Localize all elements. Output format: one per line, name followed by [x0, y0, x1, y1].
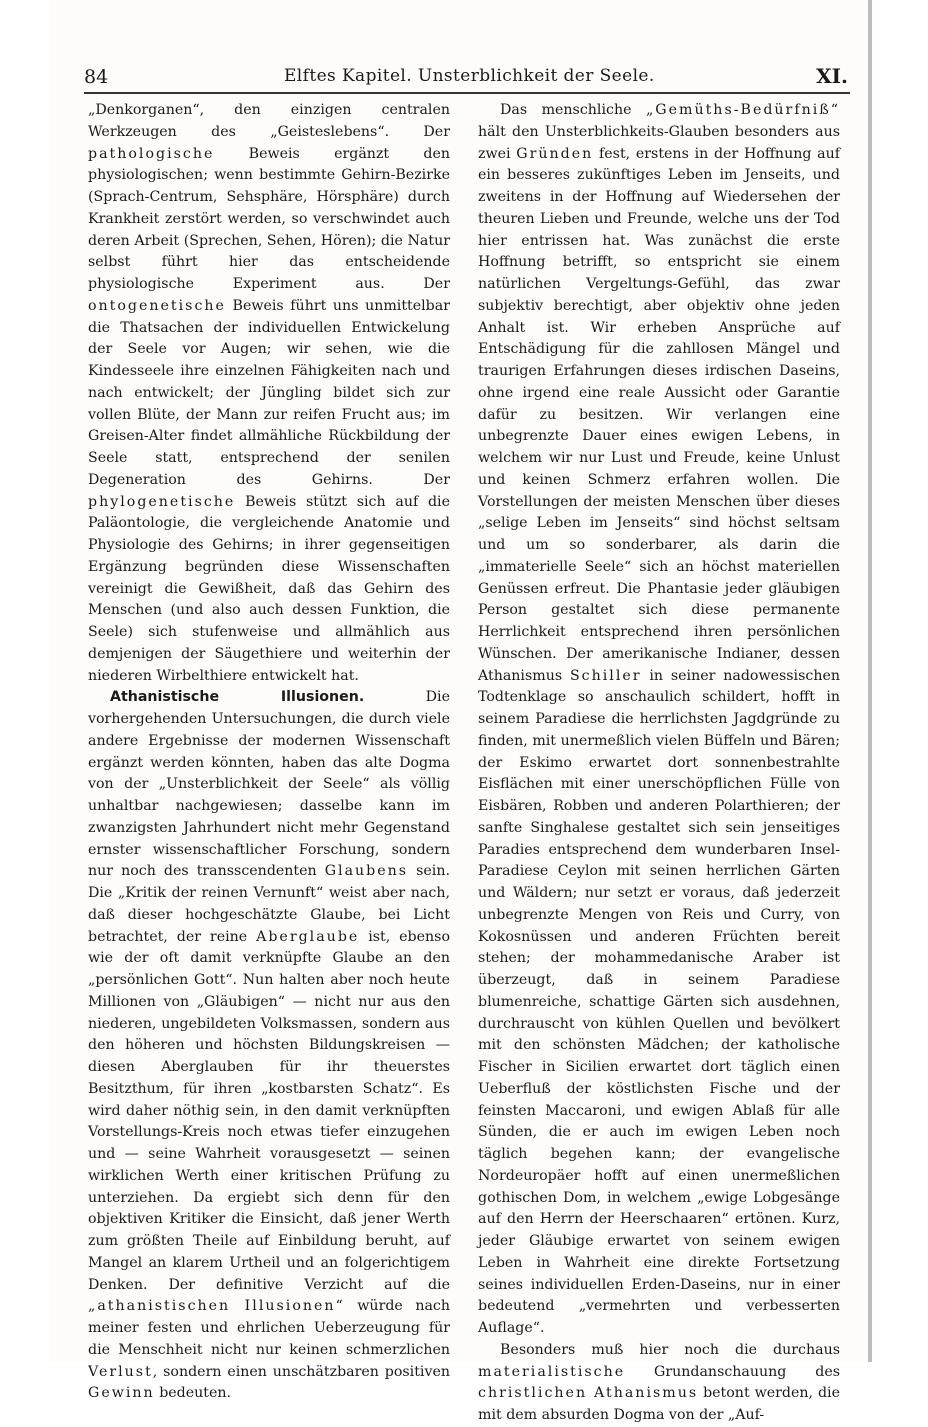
text-run: Das menschliche	[500, 102, 646, 118]
paragraph-gemuethsbeduerfniss	[478, 100, 840, 1340]
chapter-number: XI.	[816, 64, 848, 88]
emphasis-aberglaube: Aberglaube	[256, 928, 360, 945]
text-run: hält den Unsterblichkeits-Glauben besonders aus zwei	[478, 123, 840, 162]
paragraph-illusions	[88, 687, 450, 1405]
paragraph-evidence	[88, 100, 450, 687]
emphasis-athanistische-illusionen: „athanistischen Illusionen“	[88, 1298, 345, 1315]
text-run: betont werden, die mit dem absurden Dogma von der „Auf-	[478, 1385, 840, 1423]
header-rule	[84, 92, 850, 94]
emphasis-gemueths-beduerfniss: „Gemüths-Bedürfniß“	[645, 102, 840, 118]
text-run: Beweis stützt sich auf die Paläontologie, die vergleichende Anatomie und Physiologie des Gehirns; in ihrer gegenseitigen Ergänzung begründen diese Wissenschaften vereinigt die Gewißheit, daß das Gehirn des Menschen (und also auch dessen Funktion, die Seele) sich stufenweise und allmählich aus demjenigen der Säugethiere und weiterhin der niederen Wirbelthiere entwickelt hat.	[88, 493, 450, 684]
text-run: Beweis ergänzt den physiologischen; wenn bestimmte Gehirn-Bezirke (Sprach-Centrum, Sehsphäre, Hörsphäre) durch Krankheit zerstört werden, so verschwindet auch deren Arbeit (Sprechen, Sehen, Hören); die Natur selbst führt hier das entscheidende physiologische Experiment aus. Der	[88, 145, 450, 292]
scan-edge	[868, 0, 872, 1362]
text-run: Beweis führt uns unmittelbar die Thatsachen der individuellen Entwickelung der Seele vor Augen; wir sehen, wie die Kindesseele ihre einzelnen Fähigkeiten nach und nach entwickelt; der Jüngling bildet sich zur vollen Blüte, der Mann zur reifen Frucht aus; im Greisen-Alter findet allmähliche Rückbildung der Seele statt, entsprechend der senilen Degeneration des Gehirns. Der	[88, 297, 450, 488]
text-run: in seiner nadowessischen Todtenklage so anschaulich schildert, hofft in seinem Paradiese die herrlichsten Jagdgründe zu finden, mit unermeßlich vielen Büffeln und Bären; der Eskimo erwartet dort sonnenbestrahlte Eisflächen mit einer unerschöpflichen Fülle von Eisbären, Robben und anderen Polarthieren; der sanfte Singhalese gestaltet sich sein jenseitiges Paradies entsprechend dem wunderbaren Insel-Paradiese Ceylon mit seinen herrlichen Gärten und Wäldern; nur setzt er voraus, daß jederzeit unbegrenzte Mengen von Reis und Curry, von Kokosnüssen und anderen Früchten bereit stehen; der mohammedanische Araber ist überzeugt, daß in seinem Paradiese blumenreiche, schattige Gärten sich ausdehnen, durchrauscht von kühlen Quellen und bevölkert mit den schönsten Mädchen; der katholische Fischer in Sicilien erwartet dort täglich einen Ueberfluß der köstlichsten Fische und der feinsten Maccaroni, und ewigen Ablaß für alle Sünden, die er auch im ewigen Leben noch täglich begehen kann; der evangelische Nordeuropäer hofft auf einen unermeßlichen gothischen Dom, in welchem „ewige Lobgesänge auf den Herrn der Heerschaaren“ ertönen. Kurz, jeder Gläubige erwartet von seinem ewigen Leben in Wahrheit eine direkte Fortsetzung seines individuellen Erden-Daseins, nur in einer bedeutend „vermehrten und verbesserten Auflage“.	[478, 667, 840, 1336]
emphasis-christlichen-athanismus: christlichen Athanismus	[478, 1385, 699, 1402]
emphasis-materialistische: materialistische	[478, 1363, 626, 1380]
paragraph-materialism	[478, 1340, 840, 1427]
text-run: Die vorhergehenden Untersuchungen, die durch viele andere Ergebnisse der modernen Wissenschaft ergänzt werden könnten, haben das alte Dogma von der „Unsterblichkeit der Seele“ als völlig unhaltbar nachgewiesen; dasselbe kann im zwanzigsten Jahrhundert nicht mehr Gegenstand ernster wissenschaftlicher Forschung, sondern nur noch des transscendenten	[88, 689, 450, 880]
text-run: Grundanschauung des	[625, 1363, 840, 1380]
left-column	[88, 100, 450, 1405]
page-number: 84	[84, 66, 109, 88]
text-run: fest, erstens in der Hoffnung auf ein besseres zukünftiges Leben im Jenseits, und zweitens in der Hoffnung auf Wiedersehen der theuren Lieben und Freunde, welche uns der Tod hier entrissen hat. Was zunächst die erste Hoffnung betrifft, so entspricht sie einem natürlichen Vergeltungs-Gefühl, das zwar subjektiv berechtigt, aber objektiv ohne jeden Anhalt ist. Wir erheben Ansprüche auf Entschädigung für die zahllosen Mängel und traurigen Erfahrungen dieses irdischen Daseins, ohne irgend eine reale Aussicht oder Garantie dafür zu besitzen. Wir verlangen eine unbegrenzte Dauer eines ewigen Lebens, in welchem wir nur Lust und Freude, keine Unlust und keinen Schmerz erfahren wollen. Die Vorstellungen der meisten Menschen über dieses „selige Leben im Jenseits“ sind höchst seltsam und um so sonderbarer, als darin die „immaterielle Seele“ sich an höchst materiellen Genüssen erfreut. Die Phantasie jeder gläubigen Person gestaltet sich diese permanente Herrlichkeit entsprechend ihren persönlichen Wünschen. Der amerikanische Indianer, dessen Athanismus	[478, 145, 840, 684]
text-run: Besonders muß hier noch die durchaus	[500, 1341, 840, 1358]
emphasis-ontogenetisch: ontogenetische	[88, 297, 226, 314]
emphasis-schiller: Schiller	[569, 667, 642, 684]
emphasis-gruenden: Gründen	[516, 145, 594, 162]
section-heading: Athanistische Illusionen.	[110, 689, 365, 706]
running-title: Elftes Kapitel. Unsterblichkeit der Seele.	[284, 66, 655, 86]
emphasis-gewinn: Gewinn	[88, 1385, 155, 1402]
emphasis-verlust: Verlust	[88, 1363, 153, 1380]
page-header	[84, 60, 848, 96]
text-run: sein. Die „Kritik der reinen Vernunft“ weist aber nach, daß dieser hochgeschätzte Glaube, bei Licht betrachtet, der reine	[88, 863, 450, 945]
emphasis-phylogenetisch: phylogenetische	[88, 493, 236, 510]
text-run: ist, ebenso wie der oft damit verknüpfte Glaube an den „persönlichen Gott“. Nun halten aber noch heute Millionen von „Gläubigen“ — nicht nur aus den niederen, ungebildeten Volksmassen, sondern aus den höheren und höchsten Bildungskreisen — diesen Aberglauben für ihr theuerstes Besitzthum, für ihren „kostbarsten Schatz“. Es wird daher nöthig sein, in den damit verknüpften Vorstellungs-Kreis noch etwas tiefer einzugehen und — seine Wahrheit vorausgesetzt — seinen wirklichen Werth einer kritischen Prüfung zu unterziehen. Da ergiebt sich denn für den objektiven Kritiker die Einsicht, daß jener Werth zum größten Theile auf Einbildung beruht, auf Mangel an klarem Urtheil und an folgerichtigem Denken. Der definitive Verzicht auf die	[88, 928, 450, 1293]
text-run: bedeuten.	[154, 1385, 232, 1402]
text-run: würde nach meiner festen und ehrlichen Ueberzeugung für die Menschheit nicht nur keinen schmerzlichen	[88, 1298, 450, 1358]
text-run: , sondern einen unschätzbaren positiven	[152, 1363, 450, 1380]
emphasis-pathologisch: pathologische	[88, 145, 215, 162]
right-column	[478, 100, 840, 1427]
text-run: „Denkorganen“, den einzigen centralen Werkzeugen des „Geisteslebens“. Der	[88, 102, 450, 140]
emphasis-glaubens: Glaubens	[324, 863, 409, 880]
